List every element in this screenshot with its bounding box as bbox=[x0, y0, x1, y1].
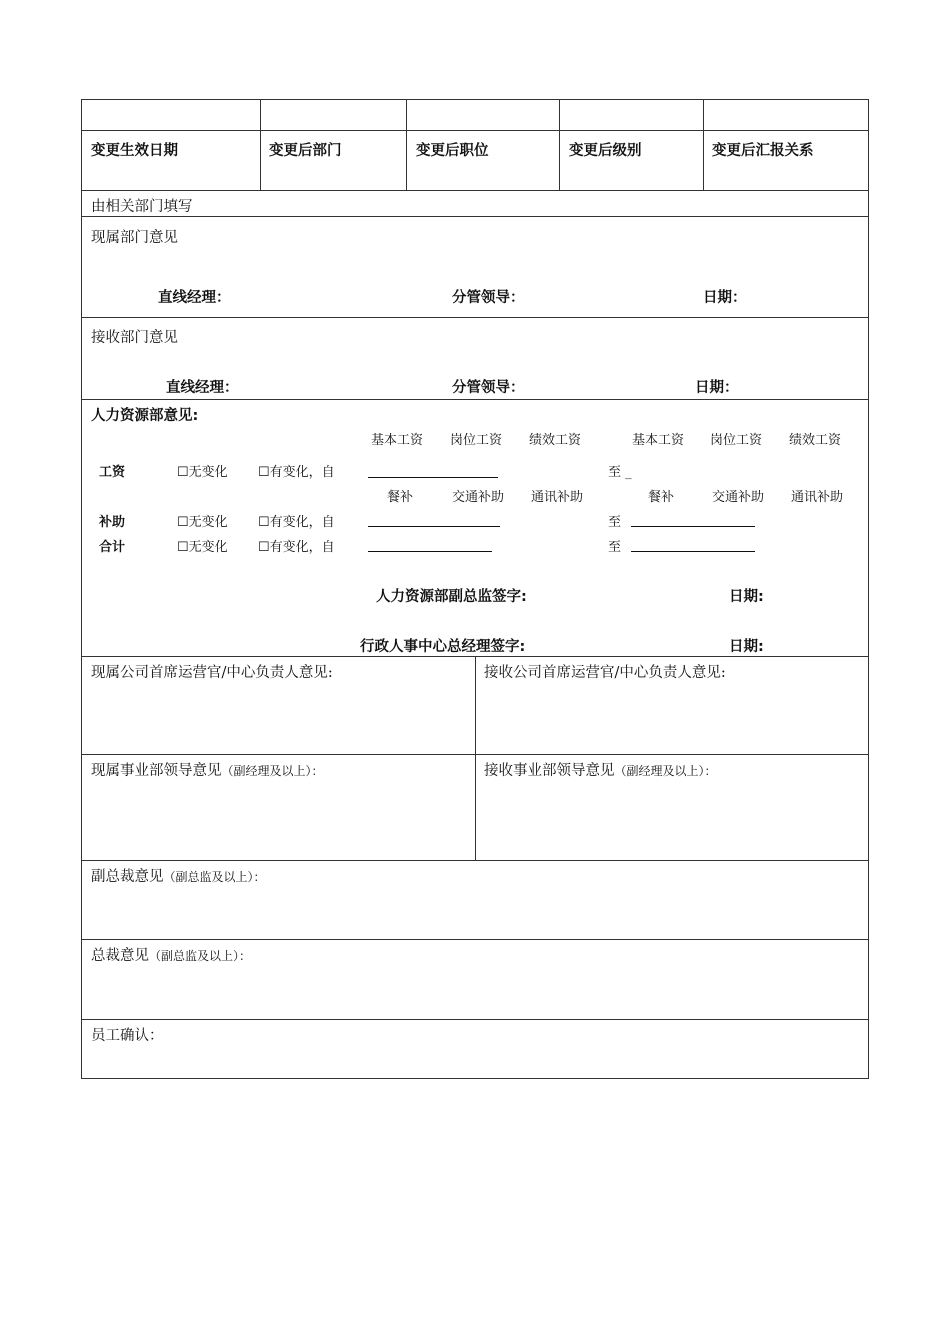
row-divider bbox=[81, 399, 869, 400]
total-changed-checkbox[interactable]: ☐有变化，自 bbox=[258, 540, 335, 555]
receiving-dept-manager: 直线经理： bbox=[166, 380, 239, 396]
salary-no-change-checkbox[interactable]: ☐无变化 bbox=[177, 465, 228, 480]
allowance-header-transport-to: 交通补助 bbox=[712, 490, 765, 505]
current-dept-manager: 直线经理： bbox=[158, 290, 231, 306]
salary-header-perf-to: 绩效工资 bbox=[789, 433, 842, 448]
receiving-coo-opinion: 接收公司首席运营官/中心负责人意见: bbox=[484, 665, 726, 681]
total-to-line[interactable] bbox=[631, 551, 755, 552]
row-divider bbox=[81, 754, 869, 755]
salary-changed-checkbox[interactable]: ☐有变化，自 bbox=[258, 465, 335, 480]
total-no-change-checkbox[interactable]: ☐无变化 bbox=[177, 540, 228, 555]
vp-opinion bbox=[91, 865, 266, 886]
current-division-opinion bbox=[91, 759, 324, 780]
receiving-dept-date: 日期： bbox=[695, 380, 739, 396]
vp-label: 副总裁意见 bbox=[91, 869, 164, 885]
row-divider bbox=[81, 860, 869, 861]
row-divider bbox=[81, 939, 869, 940]
hr-deputy-date: 日期: bbox=[729, 589, 764, 605]
header-new-level: 变更后级别 bbox=[569, 143, 642, 159]
header-effective-date: 变更生效日期 bbox=[91, 143, 178, 159]
receiving-division-opinion bbox=[484, 759, 717, 780]
allowance-header-comm-to: 通讯补助 bbox=[791, 490, 844, 505]
salary-header-basic-to: 基本工资 bbox=[632, 433, 685, 448]
hr-title: 人力资源部意见: bbox=[91, 408, 199, 424]
allowance-header-meal-to: 餐补 bbox=[648, 490, 675, 505]
current-division-label: 现属事业部领导意见 bbox=[91, 763, 222, 779]
current-dept-leader: 分管领导： bbox=[452, 290, 525, 306]
hr-gm-sign: 行政人事中心总经理签字: bbox=[360, 639, 526, 655]
new-dept-input[interactable] bbox=[261, 100, 405, 129]
president-note: （副总监及以上）： bbox=[149, 949, 252, 963]
employee-confirm: 员工确认： bbox=[91, 1028, 164, 1044]
receiving-dept-leader: 分管领导： bbox=[452, 380, 525, 396]
current-dept-date: 日期： bbox=[703, 290, 747, 306]
salary-from-line[interactable] bbox=[368, 477, 498, 478]
current-division-note: （副经理及以上）： bbox=[221, 764, 324, 778]
row-divider bbox=[81, 130, 869, 131]
salary-label: 工资 bbox=[99, 465, 126, 480]
salary-header-basic: 基本工资 bbox=[371, 433, 424, 448]
row-divider bbox=[81, 190, 869, 191]
fill-note: 由相关部门填写 bbox=[91, 199, 193, 215]
president-label: 总裁意见 bbox=[91, 948, 149, 964]
row-divider bbox=[81, 1019, 869, 1020]
total-from-line[interactable] bbox=[368, 551, 492, 552]
col-divider bbox=[475, 656, 476, 860]
header-new-report: 变更后汇报关系 bbox=[712, 143, 814, 159]
allowance-no-change-checkbox[interactable]: ☐无变化 bbox=[177, 515, 228, 530]
president-opinion bbox=[91, 944, 251, 965]
total-label: 合计 bbox=[99, 540, 126, 555]
hr-deputy-sign: 人力资源部副总监签字: bbox=[376, 589, 527, 605]
total-to-label: 至 bbox=[608, 540, 622, 555]
header-new-dept: 变更后部门 bbox=[269, 143, 342, 159]
receiving-dept-title: 接收部门意见 bbox=[91, 330, 178, 346]
allowance-to-line[interactable] bbox=[631, 526, 755, 527]
salary-header-post: 岗位工资 bbox=[450, 433, 503, 448]
current-coo-opinion: 现属公司首席运营官/中心负责人意见: bbox=[91, 665, 333, 681]
allowance-header-comm: 通讯补助 bbox=[531, 490, 584, 505]
allowance-to-label: 至 bbox=[608, 515, 622, 530]
salary-header-perf: 绩效工资 bbox=[529, 433, 582, 448]
hr-gm-date: 日期: bbox=[729, 639, 764, 655]
allowance-header-transport: 交通补助 bbox=[452, 490, 505, 505]
receiving-division-note: （副经理及以上）： bbox=[614, 764, 717, 778]
salary-to-label: 至 _ bbox=[608, 465, 632, 480]
new-level-input[interactable] bbox=[560, 100, 702, 129]
receiving-division-label: 接收事业部领导意见 bbox=[484, 763, 615, 779]
row-divider bbox=[81, 317, 869, 318]
new-report-input[interactable] bbox=[704, 100, 868, 129]
allowance-from-line[interactable] bbox=[368, 526, 500, 527]
vp-note: （副总监及以上）： bbox=[163, 870, 266, 884]
allowance-changed-checkbox[interactable]: ☐有变化，自 bbox=[258, 515, 335, 530]
current-dept-title: 现属部门意见 bbox=[91, 230, 178, 246]
allowance-header-meal: 餐补 bbox=[387, 490, 414, 505]
salary-header-post-to: 岗位工资 bbox=[710, 433, 763, 448]
effective-date-input[interactable] bbox=[82, 100, 259, 129]
new-position-input[interactable] bbox=[407, 100, 558, 129]
row-divider bbox=[81, 216, 869, 217]
header-new-position: 变更后职位 bbox=[416, 143, 489, 159]
allowance-label: 补助 bbox=[99, 515, 126, 530]
